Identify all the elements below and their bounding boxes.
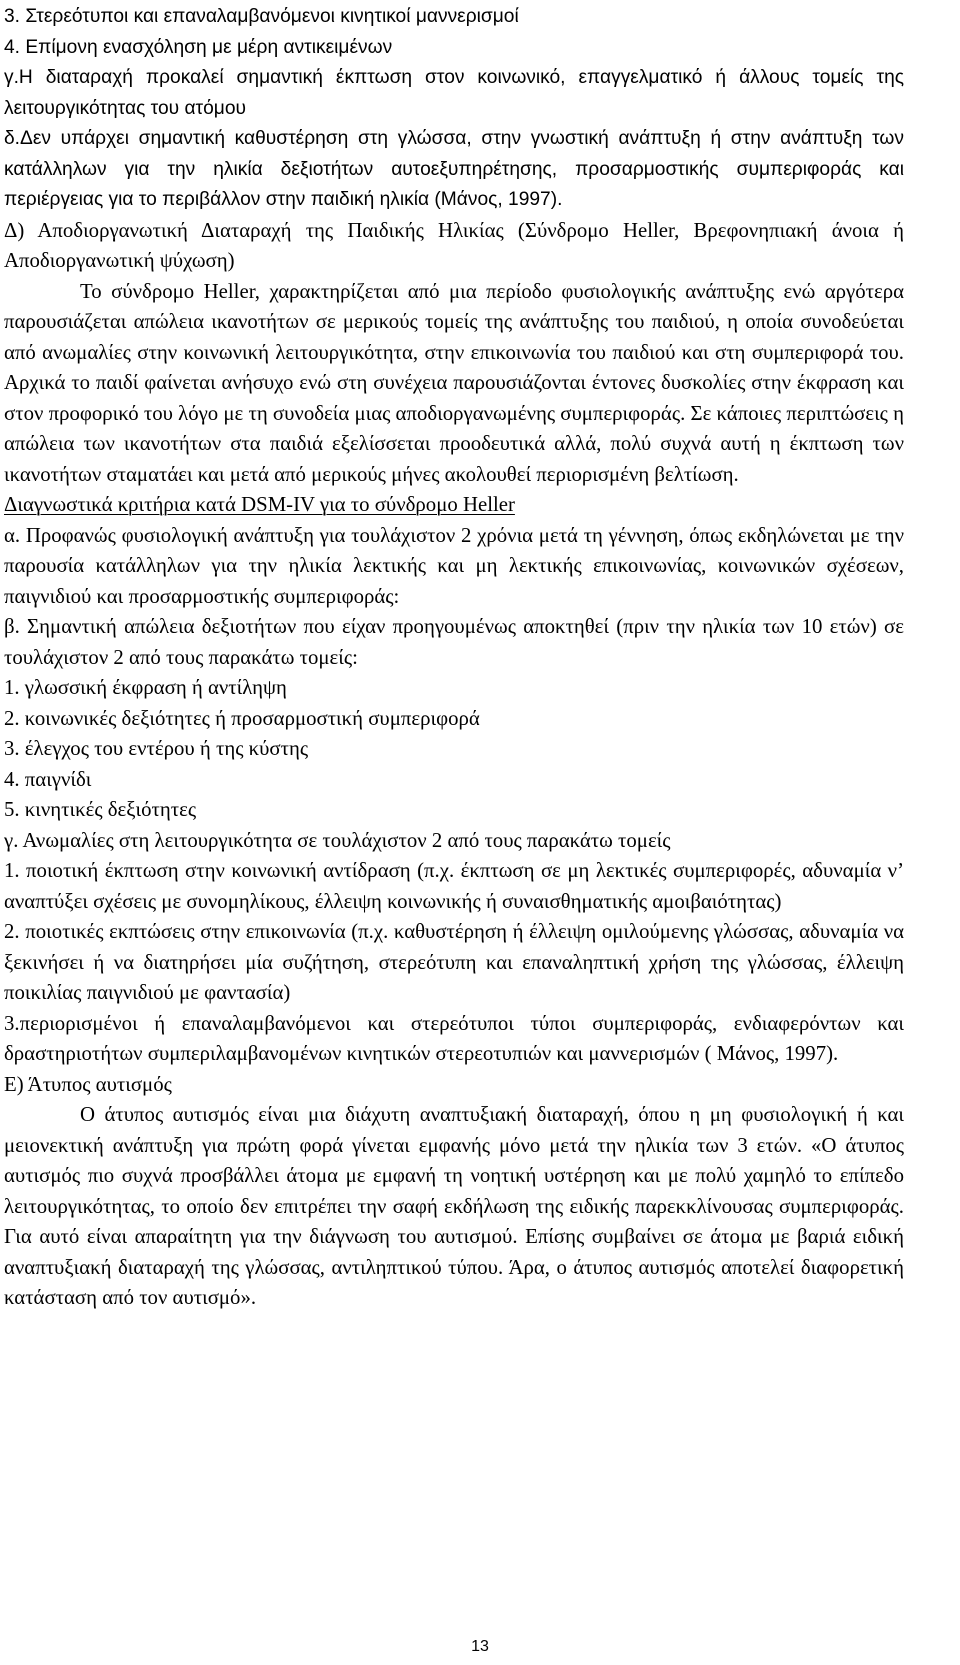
criterion-gamma: γ.Η διαταραχή προκαλεί σημαντική έκπτωση στον κοινωνικό, επαγγελματικό ή άλλους τομείς της λειτουργικότητας του ατόμου xyxy=(4,67,904,119)
dsm-criteria-heading xyxy=(4,490,904,521)
criterion-delta: δ.Δεν υπάρχει σημαντική καθυστέρηση στη γλώσσα, στην γνωστική ανάπτυξη ή στην ανάπτυξη των κατάλληλων για την ηλικία δεξιοτήτων αυτοεξυπηρέτησης, προσαρμοστικής συμπεριφοράς και περιέργειας για το περιβάλλον στην παιδική ηλικία (Μάνος, 1997). xyxy=(4,128,904,210)
document-body xyxy=(4,2,904,1314)
list-item-4: 4. Επίμονη ενασχόληση με μέρη αντικειμένων xyxy=(4,36,393,58)
criterion-gamma-heller: γ. Ανωμαλίες στη λειτουργικότητα σε τουλάχιστον 2 από τους παρακάτω τομείς xyxy=(4,828,671,852)
heller-description-paragraph: Το σύνδρομο Heller, χαρακτηρίζεται από μια περίοδο φυσιολογικής ανάπτυξης ενώ αργότερα παρουσιάζεται απώλεια ικανοτήτων σε μερικούς τομείς της ανάπτυξης του παιδιού, η οποία συνοδεύεται από ανωμαλίες στην κοινωνική λειτουργικότητα, στην επικοινωνία του παιδιού και στη συμπεριφορά του. Αρχικά το παιδί φαίνεται ανήσυχο ενώ στη συνέχεια παρουσιάζονται έντονες δυσκολίες στην έκφραση και στον προφορικό του λόγο με τη συνοδεία μιας αποδιοργανωμένης συμπεριφοράς. Σε κάποιες περιπτώσεις η απώλεια των ικανοτήτων στα παιδιά εξελίσσεται προοδευτικά αλλά, πολύ συχνά αυτή η έκπτωση των ικανοτήτων σταματάει και μετά από μερικούς μήνες ακολουθεί περιορισμένη βελτίωση. xyxy=(4,279,904,486)
section-heading-atypical-autism: Ε) Άτυπος αυτισμός xyxy=(4,1072,172,1096)
beta-item-5: 5. κινητικές δεξιότητες xyxy=(4,798,197,821)
gamma-item-2: 2. ποιοτικές εκπτώσεις στην επικοινωνία (π.χ. καθυστέρηση ή έλλειψη ομιλούμενης γλώσσας, αδυναμία να ξεκινήσει ή να διατηρήσει μία συζήτηση, στερεότυπη και επαναληπτική χρήση της γλώσσας, έλλειψη ποικιλίας παιγνιδιού με φαντασία) xyxy=(4,920,904,1004)
gamma-item-1: 1. ποιοτική έκπτωση στην κοινωνική αντίδραση (π.χ. έκπτωση σε μη λεκτικές συμπεριφορές, αδυναμία ν’ αναπτύξει σχέσεις με συνομηλίκους, έλλειψη κοινωνικής ή συναισθηματικής αμοιβαιότητας) xyxy=(4,859,904,913)
beta-item-4: 4. παιγνίδι xyxy=(4,767,92,791)
beta-item-1: 1. γλωσσική έκφραση ή αντίληψη xyxy=(4,676,287,699)
gamma-item-3: 3.περιορισμένοι ή επαναλαμβανόμενοι και στερεότυποι τύποι συμπεριφοράς, ενδιαφερόντων και δραστηριοτήτων συμπεριλαμβανομένων κινητικών στερεοτυπιών και μαννερισμών ( Μάνος, 1997). xyxy=(4,1011,904,1065)
criterion-beta: β. Σημαντική απώλεια δεξιοτήτων που είχαν προηγουμένως αποκτηθεί (πριν την ηλικία των 10 ετών) σε τουλάχιστον 2 από τους παρακάτω τομείς: xyxy=(4,615,904,669)
section-heading-heller: Δ) Αποδιοργανωτική Διαταραχή της Παιδικής Ηλικίας (Σύνδρομο Heller, Βρεφονηπιακή άνοια ή Αποδιοργανωτική ψύχωση) xyxy=(4,218,904,272)
beta-item-2: 2. κοινωνικές δεξιότητες ή προσαρμοστική συμπεριφορά xyxy=(4,706,480,730)
page-number: 13 xyxy=(471,1638,489,1655)
list-item-3: 3. Στερεότυποι και επαναλαμβανόμενοι κινητικοί μαννερισμοί xyxy=(4,6,519,27)
criterion-alpha: α. Προφανώς φυσιολογική ανάπτυξη για τουλάχιστον 2 χρόνια μετά τη γέννηση, όπως εκδηλώνεται με την παρουσία κατάλληλων για την ηλικία λεκτικής και μη λεκτικής επικοινωνίας, κοινωνικών σχέσεων, παιγνιδιού και προσαρμοστικής συμπεριφοράς: xyxy=(4,523,904,608)
beta-item-3: 3. έλεγχος του εντέρου ή της κύστης xyxy=(4,737,309,760)
dsm-criteria-heading-text: Διαγνωστικά κριτήρια κατά DSM-IV για το σύνδρομο Heller xyxy=(4,493,515,516)
atypical-autism-paragraph: Ο άτυπος αυτισμός είναι μια διάχυτη αναπτυξιακή διαταραχή, όπου η μη φυσιολογική ή και μειονεκτική ανάπτυξη για πρώτη φορά γίνεται εμφανής μόνο μετά την ηλικία των 3 ετών. «Ο άτυπος αυτισμός πιο συχνά προσβάλλει άτομα με εμφανή τη νοητική υστέρηση και με πολύ χαμηλό το επίπεδο λειτουργικότητας, το οποίο δεν επιτρέπει την σαφή εκδήλωση της ειδικής παρεκκλίνουσας συμπεριφοράς. Για αυτό είναι απαραίτητη για την διάγνωση του αυτισμού. Επίσης συμβαίνει σε άτομα με βαριά ειδική αναπτυξιακή διαταραχή της γλώσσας, αντιληπτικού τύπου. Άρα, ο άτυπος αυτισμός αποτελεί διαφορετική κατάσταση από τον αυτισμό». xyxy=(4,1103,904,1309)
